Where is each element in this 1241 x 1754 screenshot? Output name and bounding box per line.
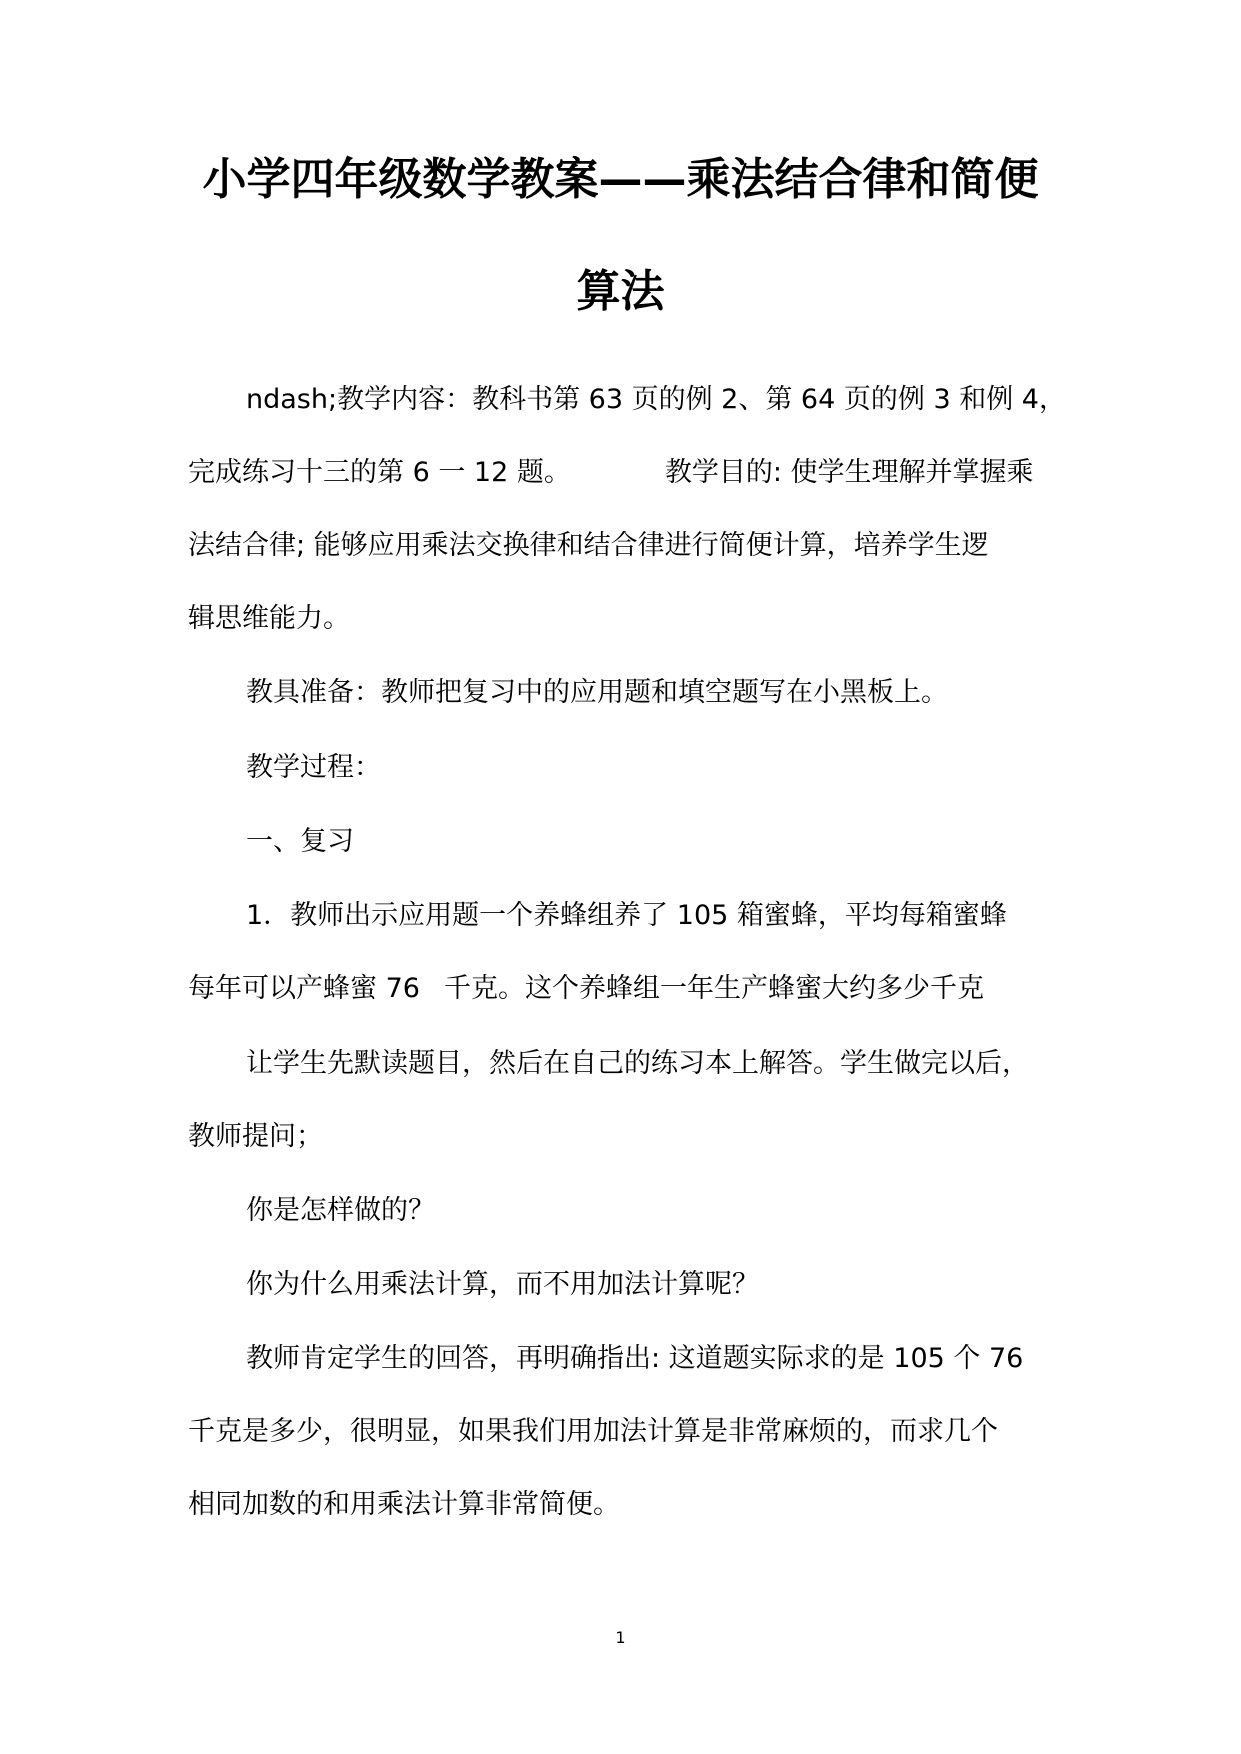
- word-problem-text-b: 千克。这个养蜂组一年生产蜂蜜大约多少千克: [443, 973, 984, 1004]
- paragraph-teaching-process: 教学过程：: [246, 752, 381, 783]
- document-title-line-1: 小学四年级数学教案——乘法结合律和简便: [202, 154, 1039, 205]
- paragraph-instruction-line-2: 教师提问；: [188, 1121, 323, 1152]
- page-number: 1: [615, 1628, 626, 1647]
- paragraph-question-2: 你为什么用乘法计算，而不用加法计算呢？: [246, 1269, 759, 1300]
- paragraph-word-problem-line-1: 1．教师出示应用题一个养蜂组养了 105 箱蜜蜂，平均每箱蜜蜂: [246, 900, 1007, 931]
- document-title-line-2: 算法: [576, 266, 665, 317]
- paragraph-conclusion-line-3: 相同加数的和用乘法计算非常简便。: [188, 1489, 620, 1520]
- word-problem-text-a: 每年可以产蜂蜜 76: [188, 973, 420, 1004]
- paragraph-teaching-content-line-2: [188, 455, 1068, 491]
- section-heading-review: 一、复习: [246, 826, 354, 857]
- paragraph-instruction-line-1: 让学生先默读题目，然后在自己的练习本上解答。学生做完以后，: [246, 1048, 1029, 1079]
- paragraph-question-1: 你是怎样做的？: [246, 1195, 435, 1226]
- teaching-goal-text: 教学目的: 使学生理解并掌握乘: [664, 457, 1034, 488]
- paragraph-conclusion-line-2: 千克是多少，很明显，如果我们用加法计算是非常麻烦的，而求几个: [188, 1416, 998, 1447]
- paragraph-teaching-aids: 教具准备：教师把复习中的应用题和填空题写在小黑板上。: [246, 677, 948, 708]
- teaching-content-text: 完成练习十三的第 6 一 12 题。: [188, 457, 571, 488]
- paragraph-teaching-content-line-1: ndash;教学内容：教科书第 63 页的例 2、第 64 页的例 3 和例 4，: [246, 384, 1066, 415]
- paragraph-word-problem-line-2: [188, 971, 1068, 1007]
- paragraph-conclusion-line-1: 教师肯定学生的回答，再明确指出: 这道题实际求的是 105 个 76: [246, 1343, 1024, 1374]
- paragraph-teaching-goal-line-4: 辑思维能力。: [188, 603, 350, 634]
- paragraph-teaching-goal-line-3: 法结合律; 能够应用乘法交换律和结合律进行简便计算，培养学生逻: [188, 530, 989, 561]
